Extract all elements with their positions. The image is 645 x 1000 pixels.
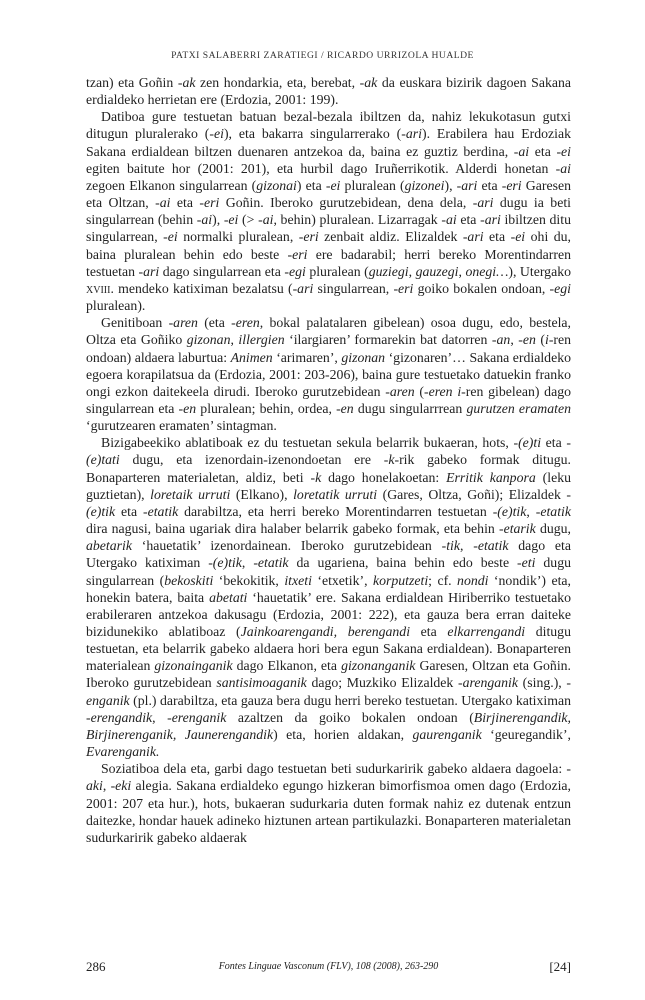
text-run: dugu ia beti singularrean (behin — [86, 195, 571, 228]
italic-term: gizonan — [186, 332, 231, 348]
text-run: . mendeko katiximan bezalatsu ( — [110, 280, 293, 296]
italic-term: -ari — [401, 126, 422, 142]
text-run: , — [241, 555, 254, 571]
paragraph — [86, 74, 571, 108]
text-run: -ren ondoan) aldaera laburtua: — [86, 332, 572, 365]
italic-term: -ei — [209, 126, 224, 142]
italic-term: -ari — [472, 195, 494, 211]
text-run: (eta — [197, 315, 232, 331]
text-run: singularrean, — [313, 280, 394, 296]
text-run: ( — [414, 383, 424, 399]
text-run: , — [458, 263, 466, 279]
italic-term: -etatik — [143, 503, 179, 519]
italic-term: -aki — [86, 761, 571, 794]
text-run: goiko bokalen ondoan, — [413, 280, 550, 296]
italic-term: gizonai — [256, 177, 297, 193]
italic-term: -eri — [298, 229, 319, 245]
italic-term: -ei — [556, 143, 571, 159]
text-run: , — [526, 503, 536, 519]
italic-term: elkarrengandi — [447, 624, 526, 639]
text-run: ), — [212, 212, 224, 228]
italic-term: -ari — [292, 280, 314, 296]
italic-term: -eri — [501, 177, 522, 193]
text-run: eta — [456, 212, 481, 228]
text-run: -rik gabeko formak ditugu. Bonaparteren materialetan, aldiz, beti — [86, 452, 571, 485]
text-run: Garesen, Oltzan eta Goñin. Iberoko gurutzebidean — [86, 658, 572, 691]
text-run: darabiltza, eta herri bereko Morentindarren testuetan — [178, 503, 493, 519]
italic-term: nondi — [457, 572, 489, 588]
italic-term: loretatik urruti — [293, 486, 378, 502]
text-run: , — [408, 263, 416, 279]
running-header: PATXI SALABERRI ZARATIEGI / RICARDO URRIZOLA HUALDE — [171, 50, 474, 61]
italic-term: -en — [178, 400, 197, 416]
italic-term: -ari — [138, 263, 160, 279]
text-run: tzan) eta Goñin — [86, 75, 178, 90]
text-run: eta — [529, 143, 557, 159]
italic-term: -etatik — [253, 555, 289, 571]
text-run: zen hondarkia, eta, berebat, — [195, 75, 360, 90]
italic-term: -eri — [199, 195, 220, 211]
italic-term: -egi — [549, 280, 571, 296]
text-run: dago Elkanon, eta — [232, 658, 342, 674]
paragraph — [86, 108, 571, 314]
text-run: zenbait aldiz. Elizaldek — [318, 229, 463, 245]
text-run: ) eta — [296, 177, 326, 193]
italic-term: -eki — [110, 778, 132, 794]
text-run: pluralean; behin, ordea, — [196, 400, 337, 416]
italic-term: -k — [310, 469, 322, 485]
paragraph — [86, 434, 571, 760]
italic-term: -ei — [325, 177, 341, 193]
italic-term: santisimoaganik — [216, 675, 307, 691]
italic-term: -ari — [480, 212, 501, 228]
text-run: ‘nondik’) eta, honekin batera, baita — [86, 572, 571, 605]
text-run: (Elkano), — [230, 486, 294, 502]
text-run: eta — [115, 503, 143, 519]
journal-citation: Fontes Linguae Vasconum (FLV), 108 (2008), 263-290 — [218, 961, 439, 972]
text-run: ‘hauetatik’ ere. Sakana erdialdean Hiriberriko testuetako erabileraren antzekoa dakusagu (Erdozia, 2001: 222), eta gauza bera erran daiteke bizidunekiko ablatiboaz ( — [86, 589, 571, 639]
italic-term: -(e)ti — [513, 435, 542, 451]
italic-term: -eti — [517, 555, 536, 571]
italic-term: Animen — [230, 349, 273, 365]
text-run: egiten baitute hor (2001: 201), eta hurbil dago Iruñerrikotik. Alderdi honetan — [86, 160, 556, 176]
italic-term: -etarik — [498, 521, 536, 537]
italic-term: -ai — [555, 160, 571, 176]
text-run: (pl.) darabiltza, eta gauza bera dugu herri bereko testuetan. Utergako katiximan — [129, 692, 571, 708]
italic-term: -aren — [385, 383, 415, 399]
text-run: eta — [477, 177, 502, 193]
paragraph — [86, 314, 571, 434]
text-run: eta — [170, 195, 200, 211]
italic-term: -ari — [462, 229, 484, 245]
italic-term: i — [544, 332, 549, 348]
italic-term: -arenganik — [457, 675, 518, 691]
small-caps-numeral: xviii — [86, 280, 111, 296]
italic-term: -ak — [177, 75, 196, 90]
italic-term: -eri — [287, 246, 308, 262]
italic-term: -ei — [163, 229, 178, 245]
page-number: 286 — [86, 959, 106, 974]
italic-term: gizonanganik — [341, 658, 416, 674]
italic-term: gizonei — [404, 177, 445, 193]
text-run: alegia. Sakana erdialdeko egungo hizkeran bimorfismoa omen dago (Erdozia, 2001: 207 eta hur.), hots, bukaeran sudurkaria duten formak nahiz ez dutenak entzun daitezke, hondar hauek adineko hiztunen artean partikulazki. Bonaparteren materialetan sudurkaririk gabeko aldaerak — [86, 778, 571, 845]
text-run: , — [102, 778, 111, 794]
text-run: ‘bekokitik, — [213, 572, 285, 588]
text-run: eta — [410, 624, 448, 639]
text-run: ‘ilargiaren’ formarekin bat datorren — [284, 332, 492, 348]
text-run: ( — [535, 332, 545, 348]
italic-term: -eren — [231, 315, 260, 331]
italic-term: Erritik kanpora — [446, 469, 536, 485]
text-run: Bizigabeekiko ablatiboak ez du testuetan sekula belarrik bukaeran, hots, — [101, 435, 514, 451]
italic-term: guziegi — [368, 263, 409, 279]
italic-term: -ari — [456, 177, 478, 193]
text-run: dira nagusi, baina ugariak dira halaber belarrik gabeko formak, eta behin — [86, 521, 499, 537]
text-run: ditugu testuetan, eta belarrik gabeko aldaera hori bera egun Sakana erdialdean). Bonaparteren materialean — [86, 624, 571, 674]
text-run: (sing.), — [518, 675, 567, 691]
text-run: azaltzen da goiko bokalen ondoan ( — [226, 709, 474, 725]
text-run: Soziatiboa dela eta, garbi dago testuetan beti sudurkaririk gabeko aldaera dagoela: — [101, 761, 567, 777]
text-run: da ugariena, baina behin edo beste — [288, 555, 518, 571]
italic-term: illergien — [238, 332, 285, 348]
italic-term: itxeti — [284, 572, 312, 588]
text-run: Garesen eta Oltzan, — [86, 177, 571, 211]
text-run: eta — [483, 229, 511, 245]
text-run: ‘arimaren’, — [272, 349, 342, 365]
italic-term: -eren i — [423, 383, 462, 399]
italic-term: -enganik — [86, 675, 571, 708]
text-run: , — [459, 538, 474, 554]
text-run: pluralean ( — [305, 263, 369, 279]
text-run: dugu, — [535, 521, 571, 537]
italic-term: -ai — [196, 212, 213, 228]
italic-term: -tik — [441, 538, 460, 554]
text-run: dago singularrean eta — [159, 263, 285, 279]
text-run: ‘hauetatik’ izenordainean. Iberoko gurutzebidean — [131, 538, 442, 554]
text-run: eta — [541, 435, 567, 451]
text-run: dugu singularrrean — [353, 400, 467, 416]
italic-term: -erenganik — [167, 709, 227, 725]
italic-term: bekoskiti — [164, 572, 214, 588]
italic-term: Jainkoarengandi, berengandi — [240, 624, 411, 639]
text-run: (> — [238, 212, 259, 228]
text-run: ibiltzen ditu singularrean, — [86, 212, 571, 245]
text-run: ), Utergako — [508, 263, 571, 279]
text-run: dago; Muzkiko Elizaldek — [306, 675, 458, 691]
italic-term: -etatik — [535, 503, 571, 519]
italic-term: -etatik — [473, 538, 509, 554]
text-run: (leku guztietan), — [86, 469, 571, 502]
text-run: ). Erabilera hau Erdoziak Sakana erdialdean biltzen duenaren antzekoa da, baina ez guztiz berdina, — [86, 126, 571, 159]
text-run: ‘geuregandik’, — [481, 726, 571, 742]
text-run: ‘gurutzearen eramaten’ sintagman. — [86, 418, 277, 434]
text-run: ere badarabil; herri bereko Morentindarren testuetan — [86, 246, 571, 279]
italic-term: gurutzen eramaten — [466, 400, 571, 416]
text-run: , bokal palatalaren gibelean) osoa dugu, edo, bestela, Oltza eta Goñiko — [86, 315, 571, 348]
text-run: ), eta bakarra singularrerako ( — [223, 126, 402, 142]
italic-term: -(e)tik — [208, 555, 242, 571]
italic-term: Evarenganik. — [86, 744, 160, 760]
text-run: Goñin. Iberoko gurutzebidean, dena dela, — [219, 195, 473, 211]
italic-term: gauzegi — [415, 263, 459, 279]
text-run: Datiboa gure testuetan batuan bezal-bezala ibiltzen da, nahiz lekukotasun gutxi ditugun pluralerako ( — [86, 109, 571, 142]
italic-term: -en — [518, 332, 536, 348]
text-run: pluralean). — [86, 298, 146, 314]
text-run: ; cf. — [428, 572, 458, 588]
text-run: pluralean ( — [340, 177, 405, 193]
italic-term: korputzeti — [372, 572, 429, 588]
italic-term: -ei — [510, 229, 526, 245]
paragraph — [86, 760, 571, 846]
italic-term: -ai — [513, 143, 530, 159]
text-run: ‘gizonaren’… Sakana erdialdeko egoera korapilatsua da (Erdozia, 2001: 203-206), baina gure testuetako datuekin franko ongi ezkon daitekeela dirudi. Iberoko gurutzebidean — [86, 349, 572, 399]
italic-term: -k — [383, 452, 395, 468]
text-run: ) eta, horien aldakan, — [273, 726, 413, 742]
italic-term: -aren — [168, 315, 198, 331]
text-run: Genitiboan — [101, 315, 169, 331]
italic-term: gizonainganik — [154, 658, 233, 674]
text-run: da euskara bizirik dagoen Sakana erdialdeko herrietan ere (Erdozia, 2001: 199). — [86, 75, 571, 108]
text-run: dugu singularrean ( — [86, 555, 571, 588]
italic-term: onegi… — [465, 263, 509, 279]
italic-term: abetati — [209, 589, 248, 605]
text-run: dago honelakoetan: — [321, 469, 447, 485]
text-run: -ren gibelean) dago singularrean eta — [86, 383, 571, 416]
italic-term: gizonan — [341, 349, 386, 365]
text-run: , — [230, 332, 239, 348]
italic-term: -ai — [155, 195, 171, 211]
text-run: , — [152, 709, 168, 725]
italic-term: -egi — [284, 263, 306, 279]
text-run: , behin) pluralean. Lizarragak — [273, 212, 442, 228]
body-text — [86, 74, 571, 846]
text-run: dugu, eta izenordain-izenondoetan ere — [119, 452, 384, 468]
text-run: , — [510, 332, 519, 348]
italic-term: -(e)tik — [86, 486, 571, 519]
text-run: zegoen Elkanon singularrean ( — [86, 177, 257, 193]
italic-term: -(e)tati — [86, 435, 571, 468]
italic-term: gaurenganik — [412, 726, 482, 742]
text-run: dago eta Utergako katiximan — [86, 538, 571, 571]
italic-term: Birjinerengandik, Birjinerenganik, Jaunerengandik — [86, 709, 571, 742]
italic-term: -ai — [258, 212, 274, 228]
text-run: (Gares, Oltza, Goñi); Elizaldek — [377, 486, 567, 502]
page-reference: [24] — [549, 959, 571, 974]
italic-term: -en — [336, 400, 354, 416]
page-footer — [86, 959, 571, 979]
italic-term: -an — [491, 332, 511, 348]
italic-term: -erengandik — [86, 709, 153, 725]
italic-term: -eri — [393, 280, 414, 296]
italic-term: -ak — [359, 75, 378, 90]
italic-term: -ai — [441, 212, 457, 228]
italic-term: -ei — [223, 212, 239, 228]
italic-term: abetarik — [86, 538, 132, 554]
text-run: ‘etxetik’, — [311, 572, 373, 588]
italic-term: loretaik urruti — [150, 486, 231, 502]
text-run: ), — [444, 177, 457, 193]
italic-term: -(e)tik — [492, 503, 527, 519]
text-run: normalki pluralean, — [177, 229, 299, 245]
text-run: ohi du, baina pluralean behin edo beste — [86, 229, 572, 262]
